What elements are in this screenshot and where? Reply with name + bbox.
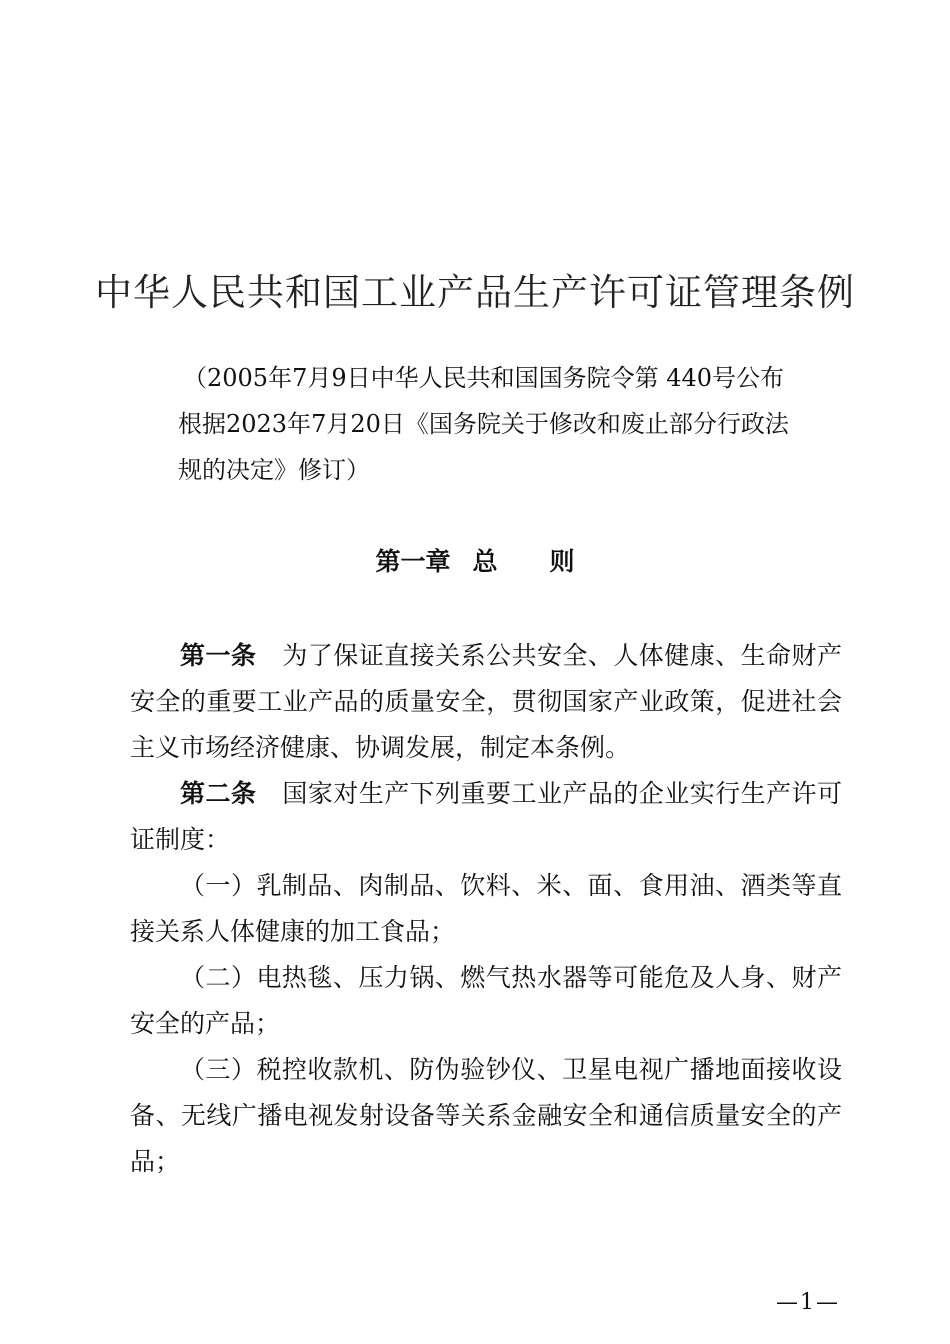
item-1-line-1: （一）乳制品、肉制品、饮料、米、面、食用油、酒类等直	[180, 871, 842, 900]
chapter-heading	[0, 542, 950, 578]
item-2-line-1: （二）电热毯、压力锅、燃气热水器等可能危及人身、财产	[180, 963, 842, 992]
item-1-line-2: 接关系人体健康的加工食品；	[130, 917, 456, 946]
subtitle-line-1: （2005年7月9日中华人民共和国国务院令第 440号公布	[183, 364, 785, 392]
item-3-line-2: 备、无线广播电视发射设备等关系金融安全和通信质量安全的产	[130, 1101, 842, 1130]
article-1-text-1: 为了保证直接关系公共安全、人体健康、生命财产	[282, 641, 842, 670]
page-number: —1—	[776, 1290, 840, 1315]
subtitle-line-2: 根据2023年7月20日《国务院关于修改和废止部分行政法	[178, 410, 789, 438]
subtitle-line-3: 规的决定》修订）	[178, 456, 370, 484]
article-2-line-2: 证制度：	[130, 825, 231, 854]
item-3-line-1: （三）税控收款机、防伪验钞仪、卫星电视广播地面接收设	[180, 1055, 842, 1084]
article-2-label: 第二条	[180, 779, 257, 808]
chapter-name-part2: 则	[549, 547, 575, 576]
article-1-line-2: 安全的重要工业产品的质量安全，贯彻国家产业政策，促进社会	[130, 687, 842, 716]
document-title: 中华人民共和国工业产品生产许可证管理条例	[95, 271, 855, 314]
article-2-line-1	[180, 772, 842, 816]
article-1-label: 第一条	[180, 641, 257, 670]
item-3-line-3: 品；	[130, 1147, 181, 1176]
article-1-line-3: 主义市场经济健康、协调发展，制定本条例。	[130, 733, 631, 762]
chapter-name-part1: 总	[472, 547, 498, 576]
article-1-line-1	[180, 634, 842, 678]
article-2-text-1: 国家对生产下列重要工业产品的企业实行生产许可	[282, 779, 842, 808]
chapter-label: 第一章	[375, 547, 451, 576]
item-2-line-2: 安全的产品；	[130, 1009, 281, 1038]
